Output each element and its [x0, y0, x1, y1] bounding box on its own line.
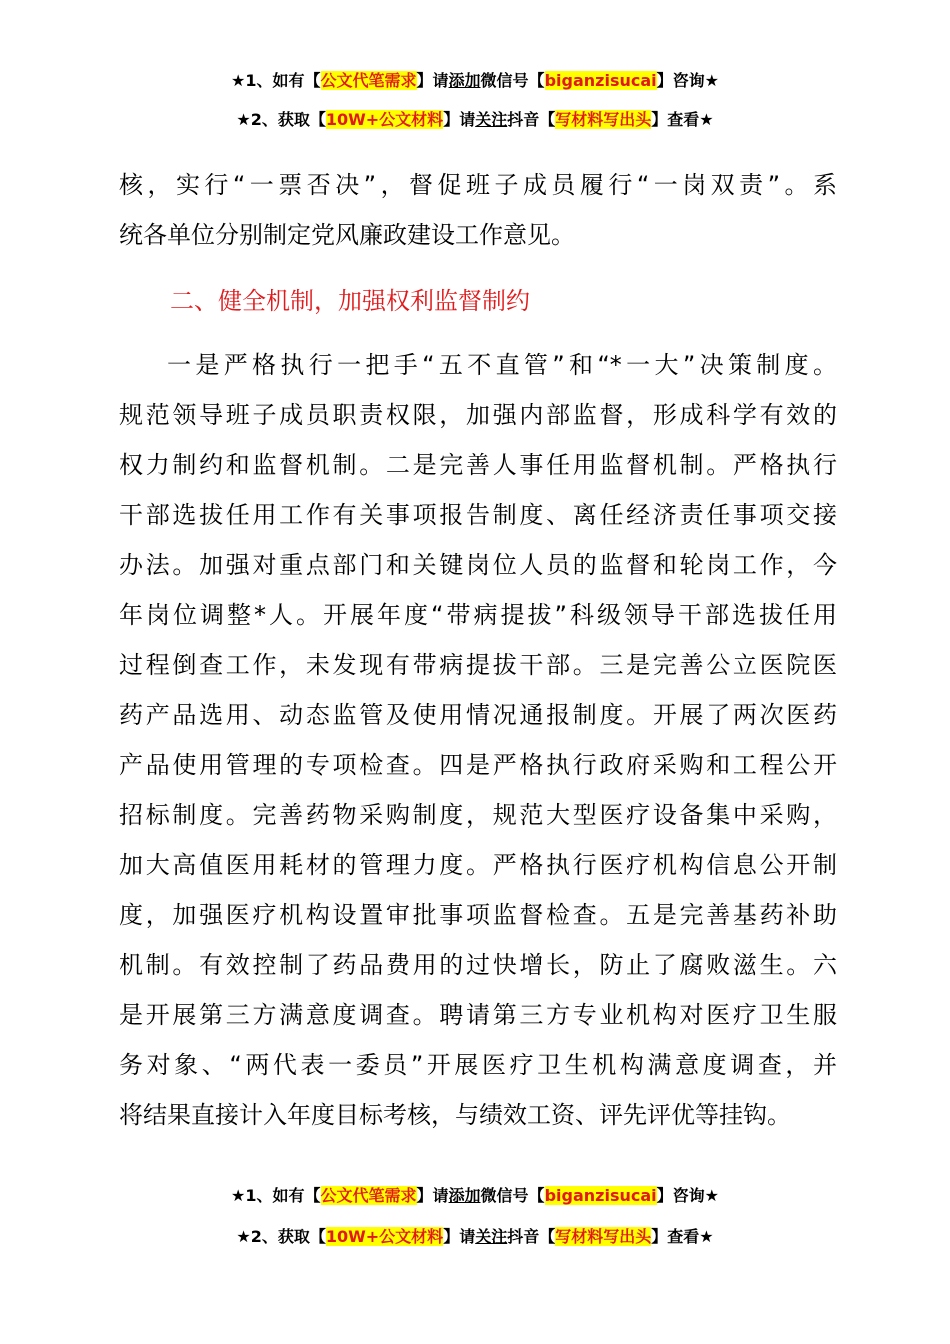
douyin-id-highlight: 写材料写出头: [555, 110, 652, 129]
paragraph-line: 统各单位分别制定党风廉政建设工作意见。: [119, 221, 575, 249]
paragraph-main: [119, 340, 837, 1140]
douyin-id-highlight: 写材料写出头: [555, 1227, 652, 1246]
footer-promo-line-2: [0, 1226, 950, 1248]
promo-text: ★2、获取【: [236, 110, 326, 129]
paragraph-line: 产品使用管理的专项检查。四是严格执行政府采购和工程公开: [119, 751, 837, 779]
wechat-id-highlight: biganzisucai: [544, 71, 657, 90]
promo-highlight: 公文代笔需求: [320, 71, 417, 90]
promo-text: 】请: [443, 110, 476, 129]
paragraph-line: 办法。加强对重点部门和关键岗位人员的监督和轮岗工作，今: [119, 551, 837, 579]
footer-promo-line-1: [0, 1185, 950, 1207]
paragraph-line: 将结果直接计入年度目标考核，与绩效工资、评先评优等挂钩。: [119, 1101, 791, 1129]
promo-underlined: 关注: [475, 110, 508, 129]
paragraph-line: 权力制约和监督机制。二是完善人事任用监督机制。严格执行: [119, 451, 837, 479]
wechat-id-highlight: biganzisucai: [544, 1186, 657, 1205]
paragraph-line: 加大高值医用耗材的管理力度。严格执行医疗机构信息公开制: [119, 851, 837, 879]
promo-text: 】查看★: [651, 110, 714, 129]
paragraph-line: 度，加强医疗机构设置审批事项监督检查。五是完善基药补助: [119, 901, 837, 929]
paragraph-line: 招标制度。完善药物采购制度，规范大型医疗设备集中采购，: [119, 801, 837, 829]
promo-text: ★1、如有【: [231, 71, 321, 90]
promo-text: 】请: [416, 1186, 449, 1205]
promo-text: 】咨询★: [656, 1186, 719, 1205]
paragraph-line: 核，实行“一票否决”，督促班子成员履行“一岗双责”。系: [119, 171, 837, 199]
paragraph-line: 药产品选用、动态监管及使用情况通报制度。开展了两次医药: [119, 701, 837, 729]
paragraph-line: 过程倒查工作，未发现有带病提拔干部。三是完善公立医院医: [119, 651, 837, 679]
paragraph-line: 干部选拔任用工作有关事项报告制度、离任经济责任事项交接: [119, 501, 837, 529]
paragraph-line: 机制。有效控制了药品费用的过快增长，防止了腐败滋生。六: [119, 951, 837, 979]
paragraph-line: 务对象、“两代表一委员”开展医疗卫生机构满意度调查，并: [119, 1051, 837, 1079]
header-promo-line-2: [0, 109, 950, 131]
promo-text: 】查看★: [651, 1227, 714, 1246]
promo-text: 微信号【: [480, 1186, 545, 1205]
paragraph-continuation: [119, 160, 837, 260]
paragraph-line: 是开展第三方满意度调查。聘请第三方专业机构对医疗卫生服: [119, 1001, 837, 1029]
paragraph-first-line: 一是严格执行一把手“五不直管”和“*一大”决策制度。: [167, 351, 837, 379]
promo-text: 】请: [416, 71, 449, 90]
promo-text: ★2、获取【: [236, 1227, 326, 1246]
promo-underlined: 添加: [448, 1186, 481, 1205]
promo-text: 抖音【: [507, 110, 556, 129]
header-promo-line-1: [0, 70, 950, 92]
paragraph-line: 规范领导班子成员职责权限，加强内部监督，形成科学有效的: [119, 401, 837, 429]
promo-highlight: 10W+公文材料: [325, 110, 444, 129]
promo-text: 抖音【: [507, 1227, 556, 1246]
promo-text: 微信号【: [480, 71, 545, 90]
promo-text: ★1、如有【: [231, 1186, 321, 1205]
promo-text: 】请: [443, 1227, 476, 1246]
section-heading: 二、健全机制，加强权利监督制约: [170, 287, 530, 315]
promo-underlined: 添加: [448, 71, 481, 90]
promo-highlight: 公文代笔需求: [320, 1186, 417, 1205]
promo-underlined: 关注: [475, 1227, 508, 1246]
paragraph-line: 年岗位调整*人。开展年度“带病提拔”科级领导干部选拔任用: [119, 601, 837, 629]
promo-highlight: 10W+公文材料: [325, 1227, 444, 1246]
promo-text: 】咨询★: [656, 71, 719, 90]
